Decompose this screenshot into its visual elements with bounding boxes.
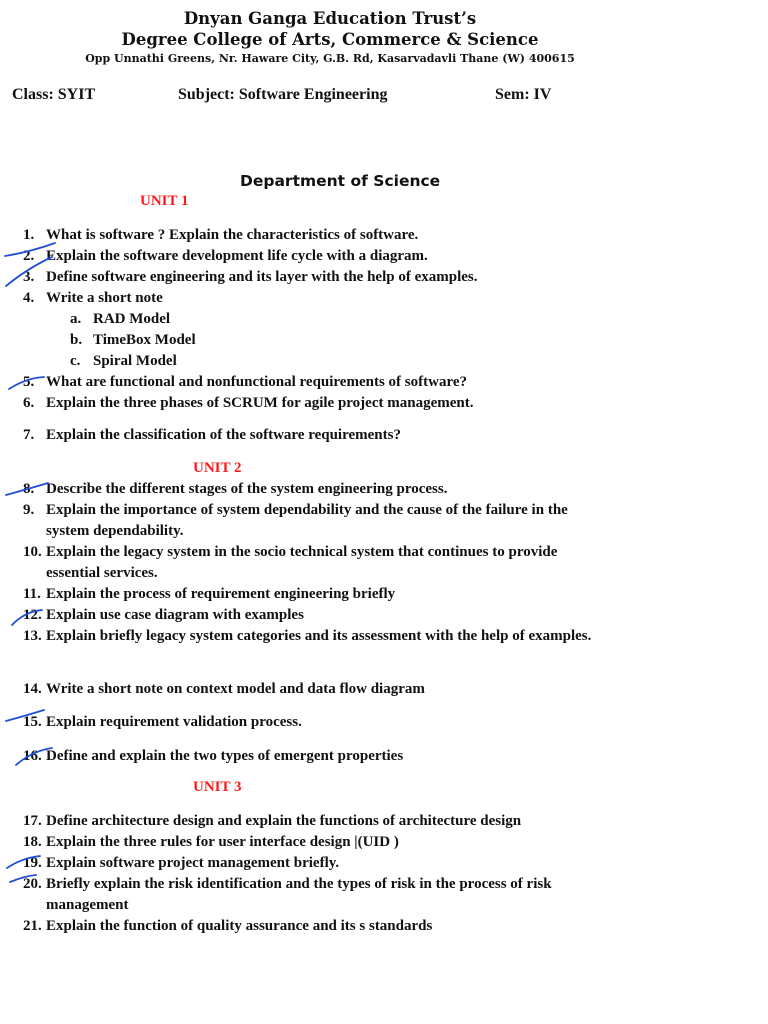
trust-name: Dnyan Ganga Education Trust’s	[183, 9, 477, 28]
question-text: Explain the classification of the software requirements?	[46, 427, 401, 443]
question-number: 16.	[23, 748, 42, 764]
college-name: Degree College of Arts, Commerce & Science	[121, 30, 539, 49]
question-text: Explain the three rules for user interface design |(UID )	[46, 834, 399, 850]
question-text: Explain use case diagram with examples	[46, 607, 304, 623]
sub-item-text: RAD Model	[93, 311, 171, 327]
question-text: Explain the process of requirement engineering briefly	[46, 586, 396, 602]
question-text: Explain the function of quality assurance and its s standards	[46, 918, 433, 934]
sub-item-letter: a.	[70, 311, 82, 327]
sub-item-text: TimeBox Model	[93, 332, 196, 348]
question-text-continued: management	[46, 897, 129, 913]
college-address: Opp Unnathi Greens, Nr. Haware City, G.B. Rd, Kasarvadavli Thane (W) 400615	[85, 52, 575, 65]
question-text: What is software ? Explain the characteristics of software.	[46, 227, 419, 243]
question-text: Write a short note	[46, 290, 163, 306]
question-number: 2.	[23, 248, 35, 264]
unit-2-heading: UNIT 2	[193, 460, 242, 476]
question-number: 18.	[23, 834, 42, 850]
subject-label: Subject: Software Engineering	[178, 86, 388, 103]
question-number: 15.	[23, 714, 42, 730]
question-text: Explain briefly legacy system categories and its assessment with the help of examples.	[46, 628, 592, 644]
semester-label: Sem: IV	[495, 86, 552, 103]
question-text: Explain the software development life cycle with a diagram.	[46, 248, 428, 264]
question-text: Define and explain the two types of emergent properties	[46, 748, 404, 764]
question-text: Explain requirement validation process.	[46, 714, 302, 730]
sub-item-letter: c.	[70, 353, 81, 369]
question-number: 10.	[23, 544, 42, 560]
question-text-continued: essential services.	[46, 565, 158, 581]
sub-item-letter: b.	[70, 332, 83, 348]
question-number: 9.	[23, 502, 35, 518]
question-number: 11.	[23, 586, 41, 602]
question-number: 14.	[23, 681, 42, 697]
class-label: Class: SYIT	[12, 86, 96, 103]
question-number: 4.	[23, 290, 35, 306]
question-number: 6.	[23, 395, 35, 411]
question-text: Write a short note on context model and data flow diagram	[46, 681, 425, 697]
sub-item-text: Spiral Model	[93, 353, 177, 369]
question-number: 17.	[23, 813, 42, 829]
question-number: 7.	[23, 427, 35, 443]
question-number: 3.	[23, 269, 35, 285]
question-text: Briefly explain the risk identification and the types of risk in the process of risk	[46, 876, 552, 892]
question-text: What are functional and nonfunctional requirements of software?	[46, 374, 467, 390]
question-text: Describe the different stages of the system engineering process.	[46, 481, 448, 497]
question-number: 12.	[23, 607, 42, 623]
question-text: Define software engineering and its layer with the help of examples.	[46, 269, 478, 285]
question-number: 13.	[23, 628, 42, 644]
unit-1-heading: UNIT 1	[140, 193, 189, 209]
question-number: 19.	[23, 855, 42, 871]
question-number: 20.	[23, 876, 42, 892]
question-text: Explain software project management briefly.	[46, 855, 340, 871]
question-text: Explain the legacy system in the socio technical system that continues to provide	[46, 544, 558, 560]
question-text-continued: system dependability.	[46, 523, 184, 539]
question-number: 5.	[23, 374, 35, 390]
unit-3-heading: UNIT 3	[193, 779, 242, 795]
department-title: Department of Science	[240, 172, 441, 190]
question-number: 8.	[23, 481, 35, 497]
question-number: 21.	[23, 918, 42, 934]
question-text: Explain the importance of system dependability and the cause of the failure in the	[46, 502, 568, 518]
question-text: Explain the three phases of SCRUM for agile project management.	[46, 395, 474, 411]
question-text: Define architecture design and explain the functions of architecture design	[46, 813, 522, 829]
question-number: 1.	[23, 227, 35, 243]
